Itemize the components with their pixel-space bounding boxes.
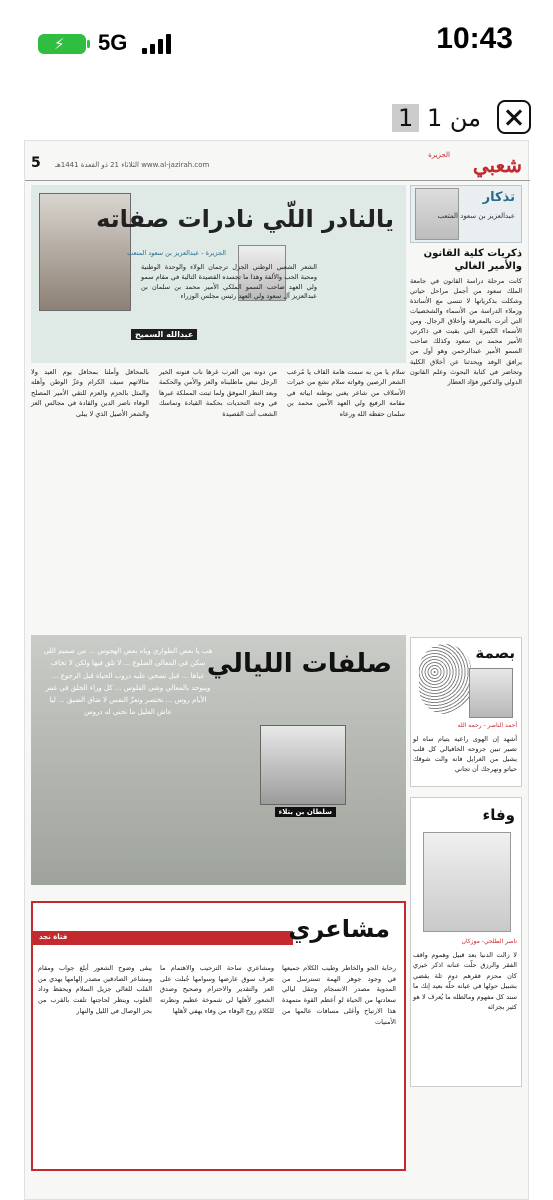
wafa-poet-photo (423, 832, 511, 932)
page-indicator-current: 1 (392, 104, 419, 132)
article-col-3: سلام يا من به سمت هامة القاف يا مُرعب الشعر الرصين وقواته سلام تشع من خيرات الأسلاف من شاعر يغني بوطنه ابياته في مقامه الرفيع ولي العهد الأمين محمد بن سلمان حفظه الله ورعاه (287, 368, 405, 418)
newspaper-page[interactable] (24, 140, 529, 1200)
article-byline: الجزيرة - عبدالعزيز بن سعود المتعب (127, 249, 226, 257)
page-indicator-total: 1 (426, 104, 443, 132)
poet-name-caption: عبدالله السميح (131, 329, 197, 340)
silfaat-poem: هب يا بعض الطواري وياه بعض الهجوس ... من صميم اللي سكن في المعالي الضلوع ... لا تلق فيها ولكن لا تخاف غياها ... قبل تضحي عليه دروب الحياة قبل الرجوع ... ويبوحد بالمعالي وشي الفلوس ... كل وراء الخلق في غمر الأيام روس ... نختصر ونعزّ النفس لا ضاق الضيق ... ليا عاش العليل ما نحني له دروس (43, 647, 213, 717)
silfaat-poet-photo (260, 725, 346, 805)
mashaeri-author: فتاة نجد (39, 933, 68, 941)
silfaat-section (31, 635, 406, 885)
basma-poet-name: أحمد الناصر - رحمه الله (457, 722, 517, 729)
wafa-section (410, 797, 522, 1087)
page-indicator-sep: من (419, 104, 481, 132)
basma-text: أشهد إن الهوى راعيه يتيام ساه لو تصير تبين جروحه الخافيالي كل قلب يشيل من الغرايل فانه والت شوقك حياتو ونهرجك أن تجاني (413, 735, 517, 774)
tathkar-article-text: كانت مرحلة دراسة القانون في جامعة الملك سعود من أجمل مراحل حياتي وشكلت بذكرياتها لا تنسى مع الأساتذة وزملاء الدراسة من الأسماء والشخصيات التي أثرت بالمعرفة وأخلاق الرجال. ومن الأسماء الكبيرة التي بقيت في ذاكرتي الأمير محمد بن سعود وكذلك صاحب السمو الأمير عبدالرحمن وهو أول من يرافق الوفد ويحدثنا عن أخلاق الكلية وتحاضر في كتابة البحوث وعلم القانون الدولي والدكتور فؤاد العطار (410, 277, 522, 386)
section-brand: شعبي (472, 153, 522, 177)
basma-section (410, 637, 522, 787)
silfaat-title: صلفات الليالي (206, 649, 392, 679)
mashaeri-title: مشاعري (288, 915, 390, 943)
mashaeri-col-3: يبقى وضوح الشعور أبلغ جواب ومقام ومشاعر الصادقين مصدر إلهامها يهدي من القلب للغالي جزيل السلام ويحفظ وداد الغلوب وينظر لحاجتها تلفت بالقرب من بحر الوصال في الليل والنهار (38, 964, 152, 1015)
mashaeri-col-1: رحابة الجو والخاطر وطيب الكلام جميعها في وجود جوهر الهمة تسترسل من المدوية مصدر الانسجام وتنقل ليالي سعادتها من الحياة لو أعظم القوة متمهدة هذا الارتياح وأغلى مسافات عالمها من الأمنيات (282, 964, 396, 1026)
wafa-title: وفاء (482, 806, 515, 824)
header-info: الثلاثاء 21 ذو القعدة 1441هـ www.al-jazirah.com (55, 161, 210, 169)
tathkar-header (410, 185, 522, 243)
article-body (31, 367, 406, 605)
basma-title: بصمة (475, 644, 515, 662)
clock: 10:43 (436, 22, 513, 55)
tathkar-title: تذكار (482, 190, 515, 205)
tathkar-article-title: ذكريات كلية القانون والأمير الغالي (423, 248, 522, 272)
top-article (31, 185, 406, 363)
mashaeri-bar (33, 931, 293, 945)
basma-poet-photo (469, 668, 513, 718)
wafa-poet-name: ناصر الطلحي- موزكان (461, 938, 517, 945)
fingerprint-icon (419, 644, 471, 714)
network-label: 5G (98, 30, 128, 55)
battery-icon: ⚡ (38, 34, 86, 54)
page-indicator (392, 104, 481, 132)
brand-small: الجزيرة (428, 151, 450, 159)
signal-icon (142, 34, 172, 54)
tathkar-author: عبدالعزيز بن سعود المتعب (437, 212, 515, 220)
silfaat-poet-name: سلطان بن بتلاء (275, 807, 336, 817)
status-bar (0, 0, 553, 86)
article-headline: يالنادر اللّي نادرات صفاته (96, 205, 394, 233)
close-icon[interactable] (497, 100, 531, 134)
article-col-2: من دونه بين العرب غرها ناب فنونه الخير الرجل نبض ماطلبناه والعز والأمن والحكمة وبعد النظر الموفق ولما ثبتت المملكة عبرها في وجه التحديات بحكمة القيادة وتماسك الشعب أتت القصيدة (159, 368, 277, 418)
mashaeri-section (31, 901, 406, 1171)
article-col-1: بالمحافل وأملنا بمحافل يوم العيد ولا مثالاتهم سيف الكرام وعزّ الوطن وأهله والمثل بالحزم والعزم للتقي الأمير المصلح الوفاء ناصر الدين والقادة في مجالس العز والشعر الأصيل الذي لا يبلى (31, 368, 149, 418)
page-number: 5 (31, 155, 41, 171)
mashaeri-col-2: ومشاعري ساحة الترحيب والاهتمام ما تعرف سوق عارضها وسوامها جُبلت على العز والتقدير والاحترام وصحيح وصدق الشعور لأهلها لي شموخة عظيم ونظرته للكلام روح الوفاء من وفاء يهفي لأهلها (160, 964, 274, 1015)
page-header (25, 147, 530, 181)
wafa-text: لا زالت الدنيا بعد قبيل وهموم واقف الفقر والرزق حلّت عنانه اذكر خيري كان محزم فقرهم دوم ثلة يقضي بشبيل حولها في عيانه حلّه بعيد إنك ما سند كل مفهوم ومالطله ما يُعرف لا هو كثير بجزائه (413, 951, 517, 1011)
tathkar-column (410, 185, 522, 387)
article-lead: الشعر الشعبي الوطني الجزل ترجمان الولاء والوحدة الوطنية ومحبة الحب والألفة وهذا ما تجسده القصيدة التالية في مقام سمو ولي العهد صاحب السمو الملكي الأمير محمد بن سلمان بن عبدالعزيز آل سعود ولي العهد رئيس مجلس الوزراء (141, 263, 317, 301)
